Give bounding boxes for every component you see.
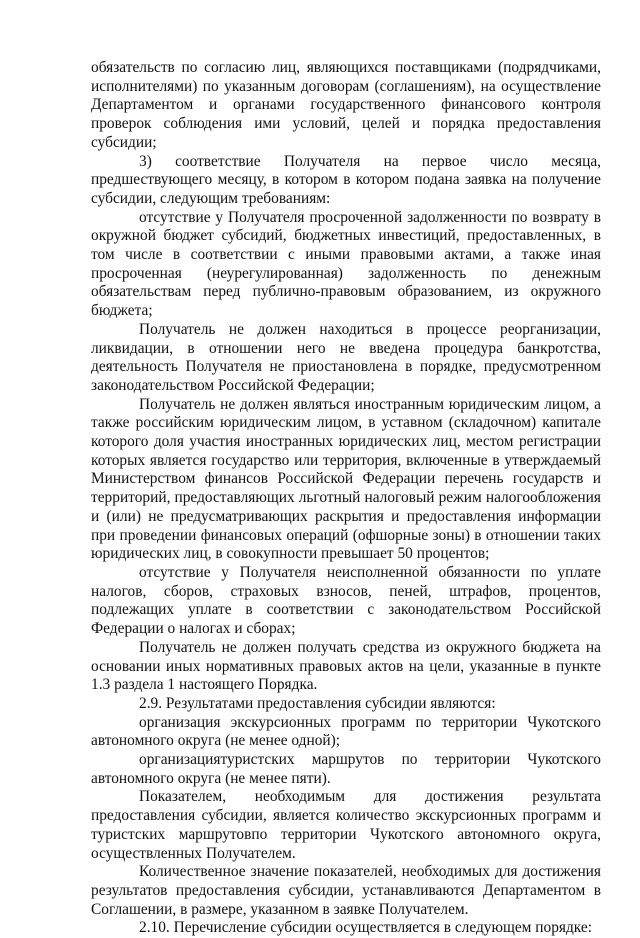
paragraph-tourist-routes: организациятуристских маршрутов по территории Чукотского автономного округа (не менее пяти). — [91, 751, 601, 787]
paragraph-indicator: Показателем, необходимым для достижения результата предоставления субсидии, является количество экскурсионных программ и туристских маршрутовпо территории Чукотского автономного округа, осуществленных Получателем. — [91, 788, 601, 862]
document-page — [91, 59, 601, 938]
paragraph-no-overdue-debt: отсутствие у Получателя просроченной задолженности по возврату в окружной бюджет субсидий, бюджетных инвестиций, предоставленных, в том числе в соответствии с иными правовыми актами, а также иная просроченная (неурегулированная) задолженность по денежным обязательствам перед публично-правовым образованием, из окружного бюджета; — [91, 208, 601, 320]
paragraph-section-2-10: 2.10. Перечисление субсидии осуществляется в следующем порядке: — [139, 919, 592, 937]
paragraph-requirements-intro: 3) соответствие Получателя на первое число месяца, предшествующего месяцу, в котором в котором подана заявка на получение субсидии, следующим требованиям: — [91, 152, 601, 207]
paragraph-agreement-consent: обязательств по согласию лиц, являющихся поставщиками (подрядчиками, исполнителями) по указанным договорам (соглашениям), на осуществление Департаментом и органами государственного финансового контроля проверок соблюдения ими условий, целей и порядка предоставления субсидии; — [91, 59, 601, 151]
paragraph-no-other-budget-funds: Получатель не должен получать средства из окружного бюджета на основании иных нормативных правовых актов на цели, указанные в пункте 1.3 раздела 1 настоящего Порядка. — [91, 638, 601, 694]
paragraph-not-foreign-entity: Получатель не должен являться иностранным юридическим лицом, а также российским юридическим лицом, в уставном (складочном) капитале которого доля участия иностранных юридических лиц, местом регистрации которых является государство или территория, включенные в утверждаемый Министерством финансов Российской Федерации перечень государств и территорий, предоставляющих льготный налоговый режим налогообложения и (или) не предусматривающих раскрытия и предоставления информации при проведении финансовых операций (офшорные зоны) в отношении таких юридических лиц, в совокупности превышает 50 процентов; — [91, 395, 601, 563]
paragraph-no-tax-arrears: отсутствие у Получателя неисполненной обязанности по уплате налогов, сборов, страховых взносов, пеней, штрафов, процентов, подлежащих уплате в соответствии с законодательством Российской Федерации о налогах и сборах; — [91, 563, 601, 638]
paragraph-no-reorganization: Получатель не должен находиться в процессе реорганизации, ликвидации, в отношении него не введена процедура банкротства, деятельность Получателя не приостановлена в порядке, предусмотренном законодательством Российской Федерации; — [91, 320, 601, 394]
paragraph-quantitative-value: Количественное значение показателей, необходимых для достижения результатов предоставления субсидии, устанавливаются Департаментом в Соглашении, в размере, указанном в заявке Получателем. — [91, 863, 601, 918]
paragraph-section-2-9: 2.9. Результатами предоставления субсидии являются: — [139, 694, 496, 712]
paragraph-excursion-programs: организация экскурсионных программ по территории Чукотского автономного округа (не менее одной); — [91, 713, 601, 750]
